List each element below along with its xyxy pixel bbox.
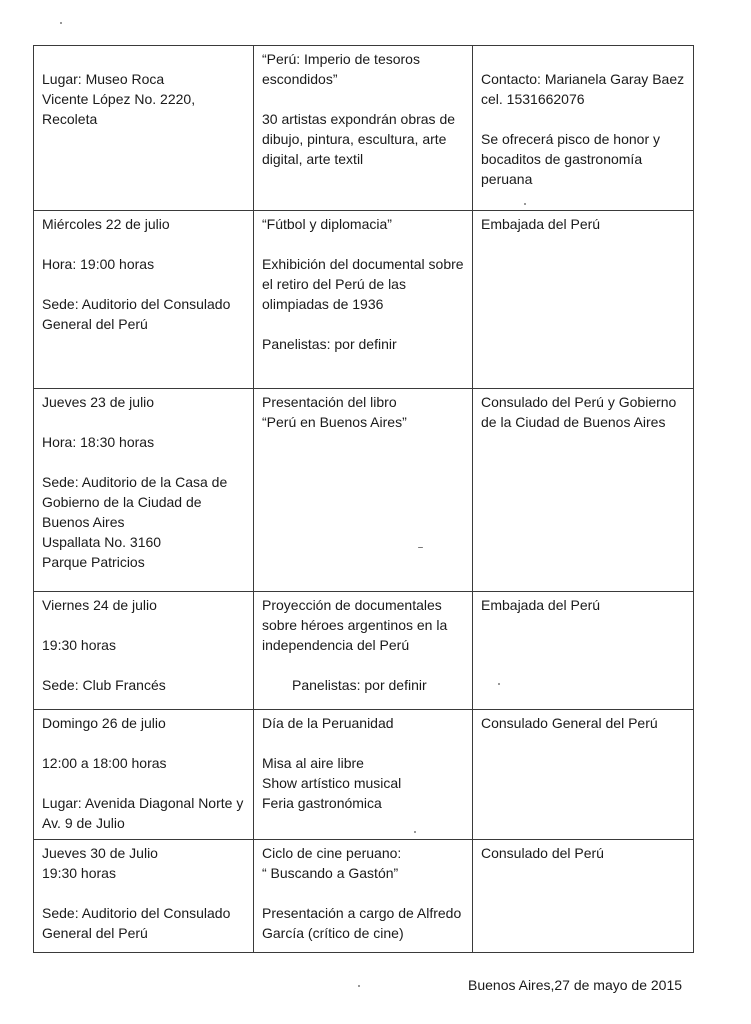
cell-when-where bbox=[34, 211, 254, 389]
venue-address: Vicente López No. 2220, bbox=[42, 91, 196, 107]
event-title: Proyección de documentales sobre héroes argentinos en la independencia del Perú bbox=[262, 597, 448, 653]
event-date: Viernes 24 de julio bbox=[42, 597, 157, 613]
table-row bbox=[34, 710, 694, 840]
organizer: Embajada del Perú bbox=[481, 597, 601, 613]
cell-when-where bbox=[34, 389, 254, 592]
table-row bbox=[34, 46, 694, 211]
cell-organizer bbox=[473, 389, 694, 592]
scan-speck bbox=[414, 831, 416, 833]
event-title: Presentación del libro bbox=[262, 394, 397, 410]
table-row bbox=[34, 592, 694, 710]
event-date: Jueves 23 de julio bbox=[42, 394, 155, 410]
event-venue: Sede: Auditorio del Consulado General del Perú bbox=[42, 296, 231, 332]
scan-speck bbox=[60, 22, 62, 24]
presenter: Presentación a cargo de Alfredo García (crítico de cine) bbox=[262, 905, 462, 941]
event-venue: Lugar: Avenida Diagonal Norte y Av. 9 de Julio bbox=[42, 795, 244, 831]
scan-speck bbox=[358, 985, 360, 987]
organizer: Embajada del Perú bbox=[481, 216, 601, 232]
place-date-footer: Buenos Aires,27 de mayo de 2015 bbox=[468, 977, 683, 993]
event-description: 30 artistas expondrán obras de dibujo, pintura, escultura, arte digital, arte textil bbox=[262, 111, 456, 167]
event-date: Jueves 30 de Julio bbox=[42, 845, 158, 861]
event-subtitle: “Perú en Buenos Aires” bbox=[262, 414, 407, 430]
event-time: Hora: 18:30 horas bbox=[42, 434, 155, 450]
panelists: Panelistas: por definir bbox=[292, 677, 427, 693]
cell-when-where bbox=[34, 710, 254, 840]
event-time: 12:00 a 18:00 horas bbox=[42, 755, 167, 771]
cell-event bbox=[254, 46, 473, 211]
cell-event bbox=[254, 389, 473, 592]
cell-venue bbox=[34, 46, 254, 211]
event-time: Hora: 19:00 horas bbox=[42, 256, 155, 272]
event-subtitle: “ Buscando a Gastón” bbox=[262, 865, 399, 881]
cell-organizer bbox=[473, 840, 694, 953]
cell-event bbox=[254, 840, 473, 953]
table-row bbox=[34, 389, 694, 592]
event-schedule-table bbox=[33, 45, 694, 953]
table-row bbox=[34, 840, 694, 953]
venue-district: Parque Patricios bbox=[42, 554, 145, 570]
organizer: Consulado del Perú bbox=[481, 845, 604, 861]
event-title: “Fútbol y diplomacia” bbox=[262, 216, 392, 232]
event-date: Miércoles 22 de julio bbox=[42, 216, 170, 232]
cell-organizer bbox=[473, 592, 694, 710]
venue-name: Lugar: Museo Roca bbox=[42, 71, 165, 87]
contact-info: Contacto: Marianela Garay Baez cel. 1531662076 bbox=[481, 71, 685, 107]
venue-district: Recoleta bbox=[42, 111, 98, 127]
event-title: “Perú: Imperio de tesoros escondidos” bbox=[262, 51, 420, 87]
activity-item: Feria gastronómica bbox=[262, 795, 382, 811]
scan-speck bbox=[418, 547, 423, 548]
event-title: Día de la Peruanidad bbox=[262, 715, 394, 731]
cell-event bbox=[254, 710, 473, 840]
event-title: Ciclo de cine peruano: bbox=[262, 845, 402, 861]
hospitality-note: Se ofrecerá pisco de honor y bocaditos de gastronomía peruana bbox=[481, 131, 660, 187]
cell-organizer bbox=[473, 710, 694, 840]
event-date: Domingo 26 de julio bbox=[42, 715, 166, 731]
event-description: Exhibición del documental sobre el retiro del Perú de las olimpiadas de 1936 bbox=[262, 256, 464, 312]
scan-speck bbox=[524, 203, 526, 205]
cell-when-where bbox=[34, 592, 254, 710]
organizer: Consulado General del Perú bbox=[481, 715, 658, 731]
organizer: Consulado del Perú y Gobierno de la Ciudad de Buenos Aires bbox=[481, 394, 677, 430]
cell-when-where bbox=[34, 840, 254, 953]
activity-item: Show artístico musical bbox=[262, 775, 402, 791]
table-row bbox=[34, 211, 694, 389]
cell-organizer bbox=[473, 46, 694, 211]
venue-address: Uspallata No. 3160 bbox=[42, 534, 162, 550]
cell-event bbox=[254, 592, 473, 710]
cell-event bbox=[254, 211, 473, 389]
event-venue: Sede: Auditorio de la Casa de Gobierno de la Ciudad de Buenos Aires bbox=[42, 474, 228, 530]
event-time: 19:30 horas bbox=[42, 865, 116, 881]
panelists: Panelistas: por definir bbox=[262, 336, 397, 352]
scan-speck bbox=[498, 683, 500, 685]
activity-item: Misa al aire libre bbox=[262, 755, 364, 771]
event-venue: Sede: Auditorio del Consulado General del Perú bbox=[42, 905, 231, 941]
event-venue: Sede: Club Francés bbox=[42, 677, 166, 693]
event-time: 19:30 horas bbox=[42, 637, 116, 653]
cell-organizer bbox=[473, 211, 694, 389]
